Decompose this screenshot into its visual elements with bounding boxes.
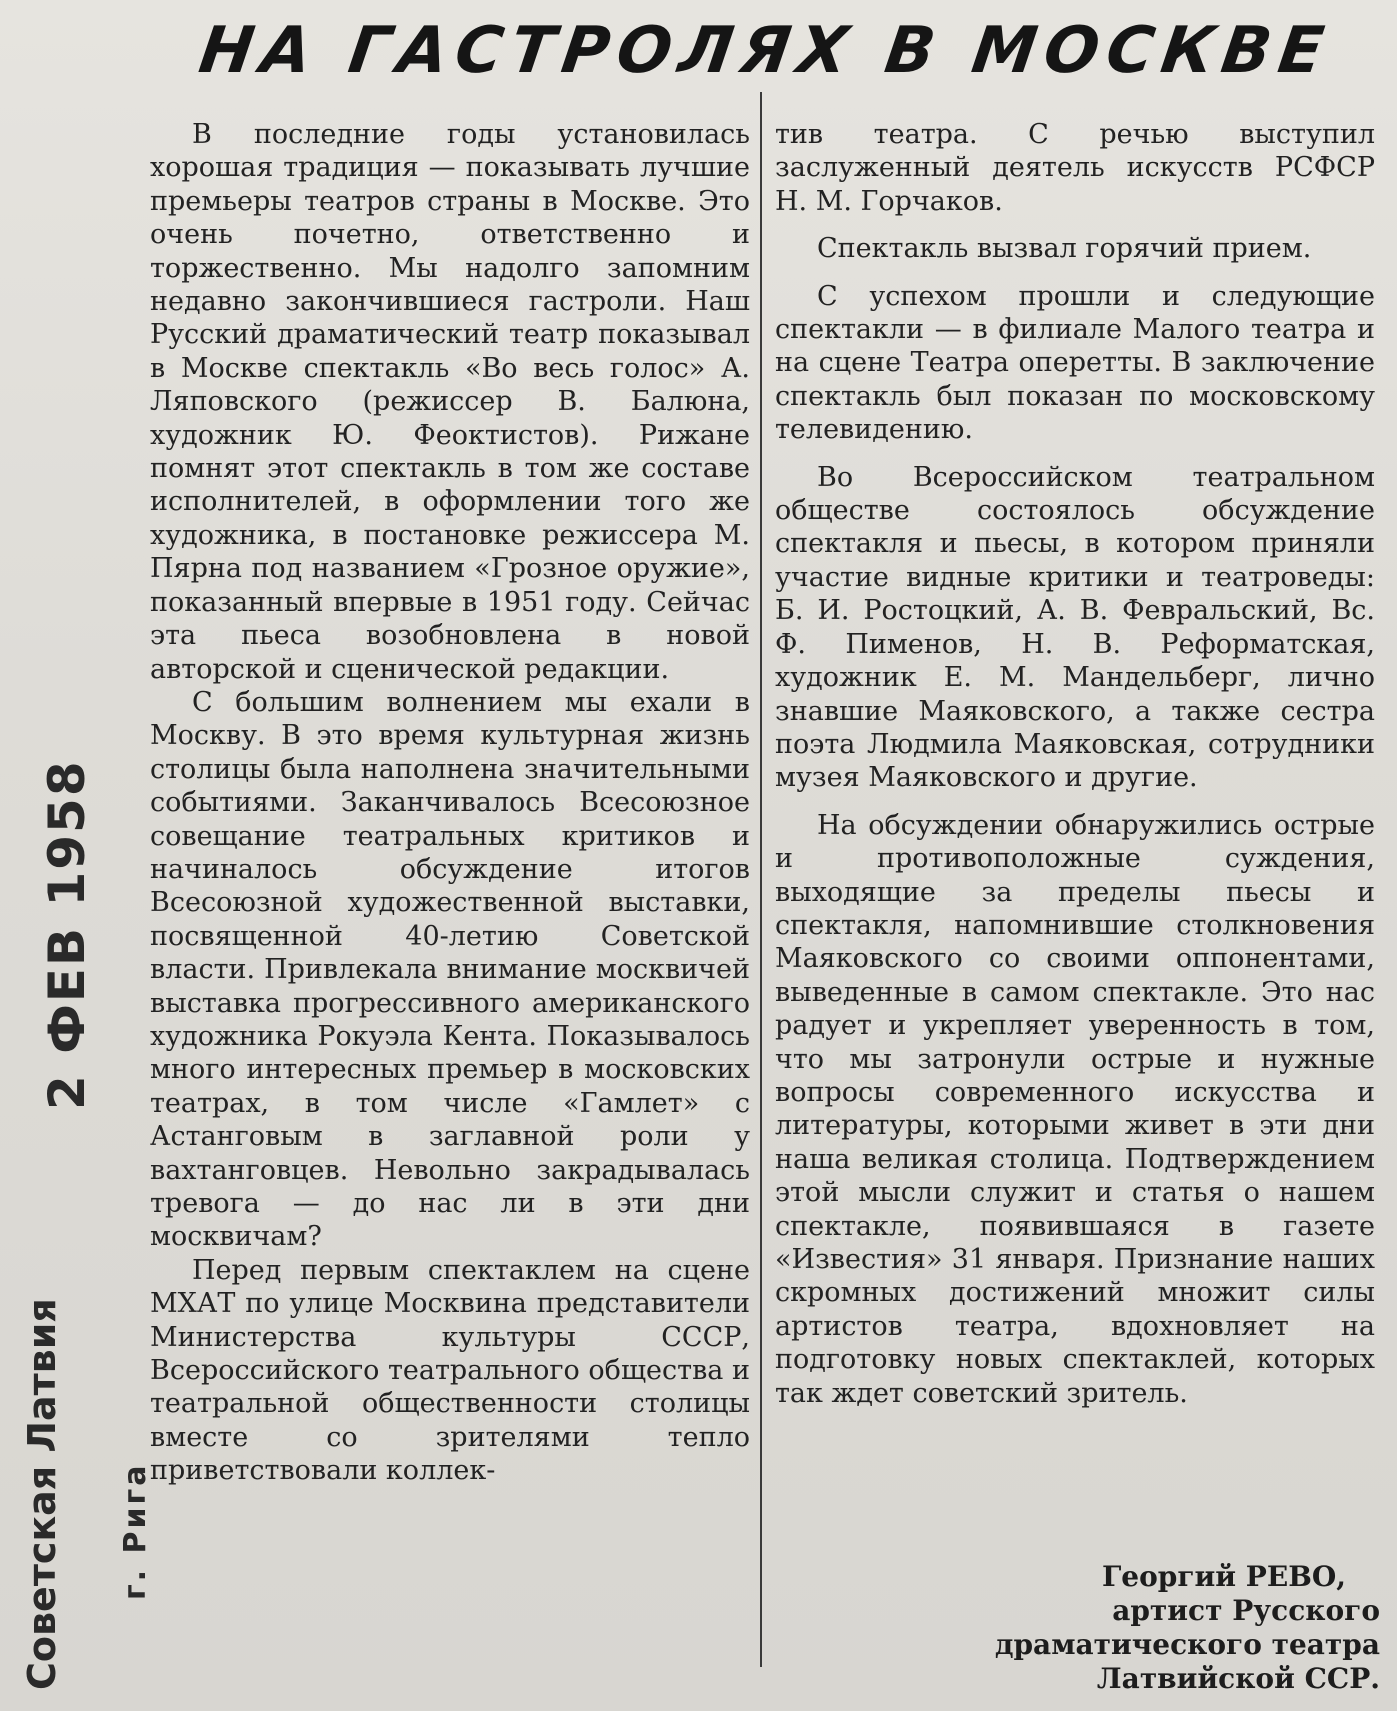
paragraph: С успехом прошли и следующие спектакли — в филиале Малого театра и на сцене Театра оперетты. В заключение спектакль был показан по московскому телевидению.: [775, 280, 1375, 446]
author-signature: [860, 1560, 1380, 1696]
paragraph: Перед первым спектаклем на сцене МХАТ по улице Москвина представители Министерства культуры СССР, Всероссийского театрального общества и театральной общественности столицы вместе со зрителями тепло приветствовали коллек-: [150, 1254, 750, 1487]
right-column: [775, 118, 1375, 1410]
author-role: артист Русского драматического театра Латвийской ССР.: [994, 1594, 1380, 1695]
author-name: Георгий РЕВО,: [1101, 1560, 1346, 1593]
stamp-date: 2 ФЕВ 1958: [38, 759, 96, 1110]
paragraph: В последние годы установилась хорошая традиция — показывать лучшие премьеры театров страны в Москве. Это очень почетно, ответственно и торжественно. Мы надолго запомним недавно закончившиеся гастроли. Наш Русский драматический театр показывал в Москве спектакль «Во весь голос» А. Ляповского (режиссер В. Балюна, художник Ю. Феоктистов). Рижане помнят этот спектакль в том же составе исполнителей, в оформлении того же художника, в постановке режиссера М. Пярна под названием «Грозное оружие», показанный впервые в 1951 году. Сейчас эта пьеса возобновлена в новой авторской и сценической редакции.: [150, 119, 750, 685]
paragraph: Во Всероссийском театральном обществе состоялось обсуждение спектакля и пьесы, в котором приняли участие видные критики и театроведы: Б. И. Ростоцкий, А. В. Февральский, Вс. Ф. Пименов, Н. В. Реформатская, художник Е. М. Мандельберг, лично знавшие Маяковского, а также сестра поэта Людмила Маяковская, сотрудники музея Маяковского и другие.: [775, 461, 1375, 794]
paragraph: С большим волнением мы ехали в Москву. В это время культурная жизнь столицы была наполнена значительными событиями. Заканчивалось Всесоюзное совещание театральных критиков и начиналось обсуждение итогов Всесоюзной художественной выставки, посвященной 40-летию Советской власти. Привлекала внимание москвичей выставка прогрессивного американского художника Рокуэла Кента. Показывалось много интересных премьер в московских театрах, в том числе «Гамлет» с Астанговым в заглавной роли у вахтанговцев. Невольно закрадывалась тревога — до нас ли в эти дни москвичам?: [150, 686, 750, 1253]
paragraph: Спектакль вызвал горячий прием.: [817, 233, 1312, 265]
column-divider: [760, 92, 762, 1667]
article-headline: НА ГАСТРОЛЯХ В МОСКВЕ: [194, 14, 1336, 88]
stamp-city: г. Рига: [118, 1462, 153, 1600]
paragraph-continuation: тив театра. С речью выступил заслуженный деятель искусств РСФСР Н. М. Горчаков.: [775, 119, 1375, 217]
stamp-newspaper-name: Советская Латвия: [20, 1298, 64, 1690]
paragraph: На обсуждении обнаружились острые и противоположные суждения, выходящие за пределы пьесы и спектакля, напомнившие столкновения Маяковского со своими оппонентами, выведенные в самом спектакле. Это нас радует и укрепляет уверенность в том, что мы затронули острые и нужные вопросы современного искусства и литературы, которыми живет в эти дни наша великая столица. Подтверждением этой мысли служит и статья о нашем спектакле, появившаяся в газете «Известия» 31 января. Признание наших скромных достижений множит силы артистов театра, вдохновляет на подготовку новых спектаклей, которых так ждет советский зритель.: [775, 809, 1375, 1409]
left-column: [150, 118, 750, 1488]
